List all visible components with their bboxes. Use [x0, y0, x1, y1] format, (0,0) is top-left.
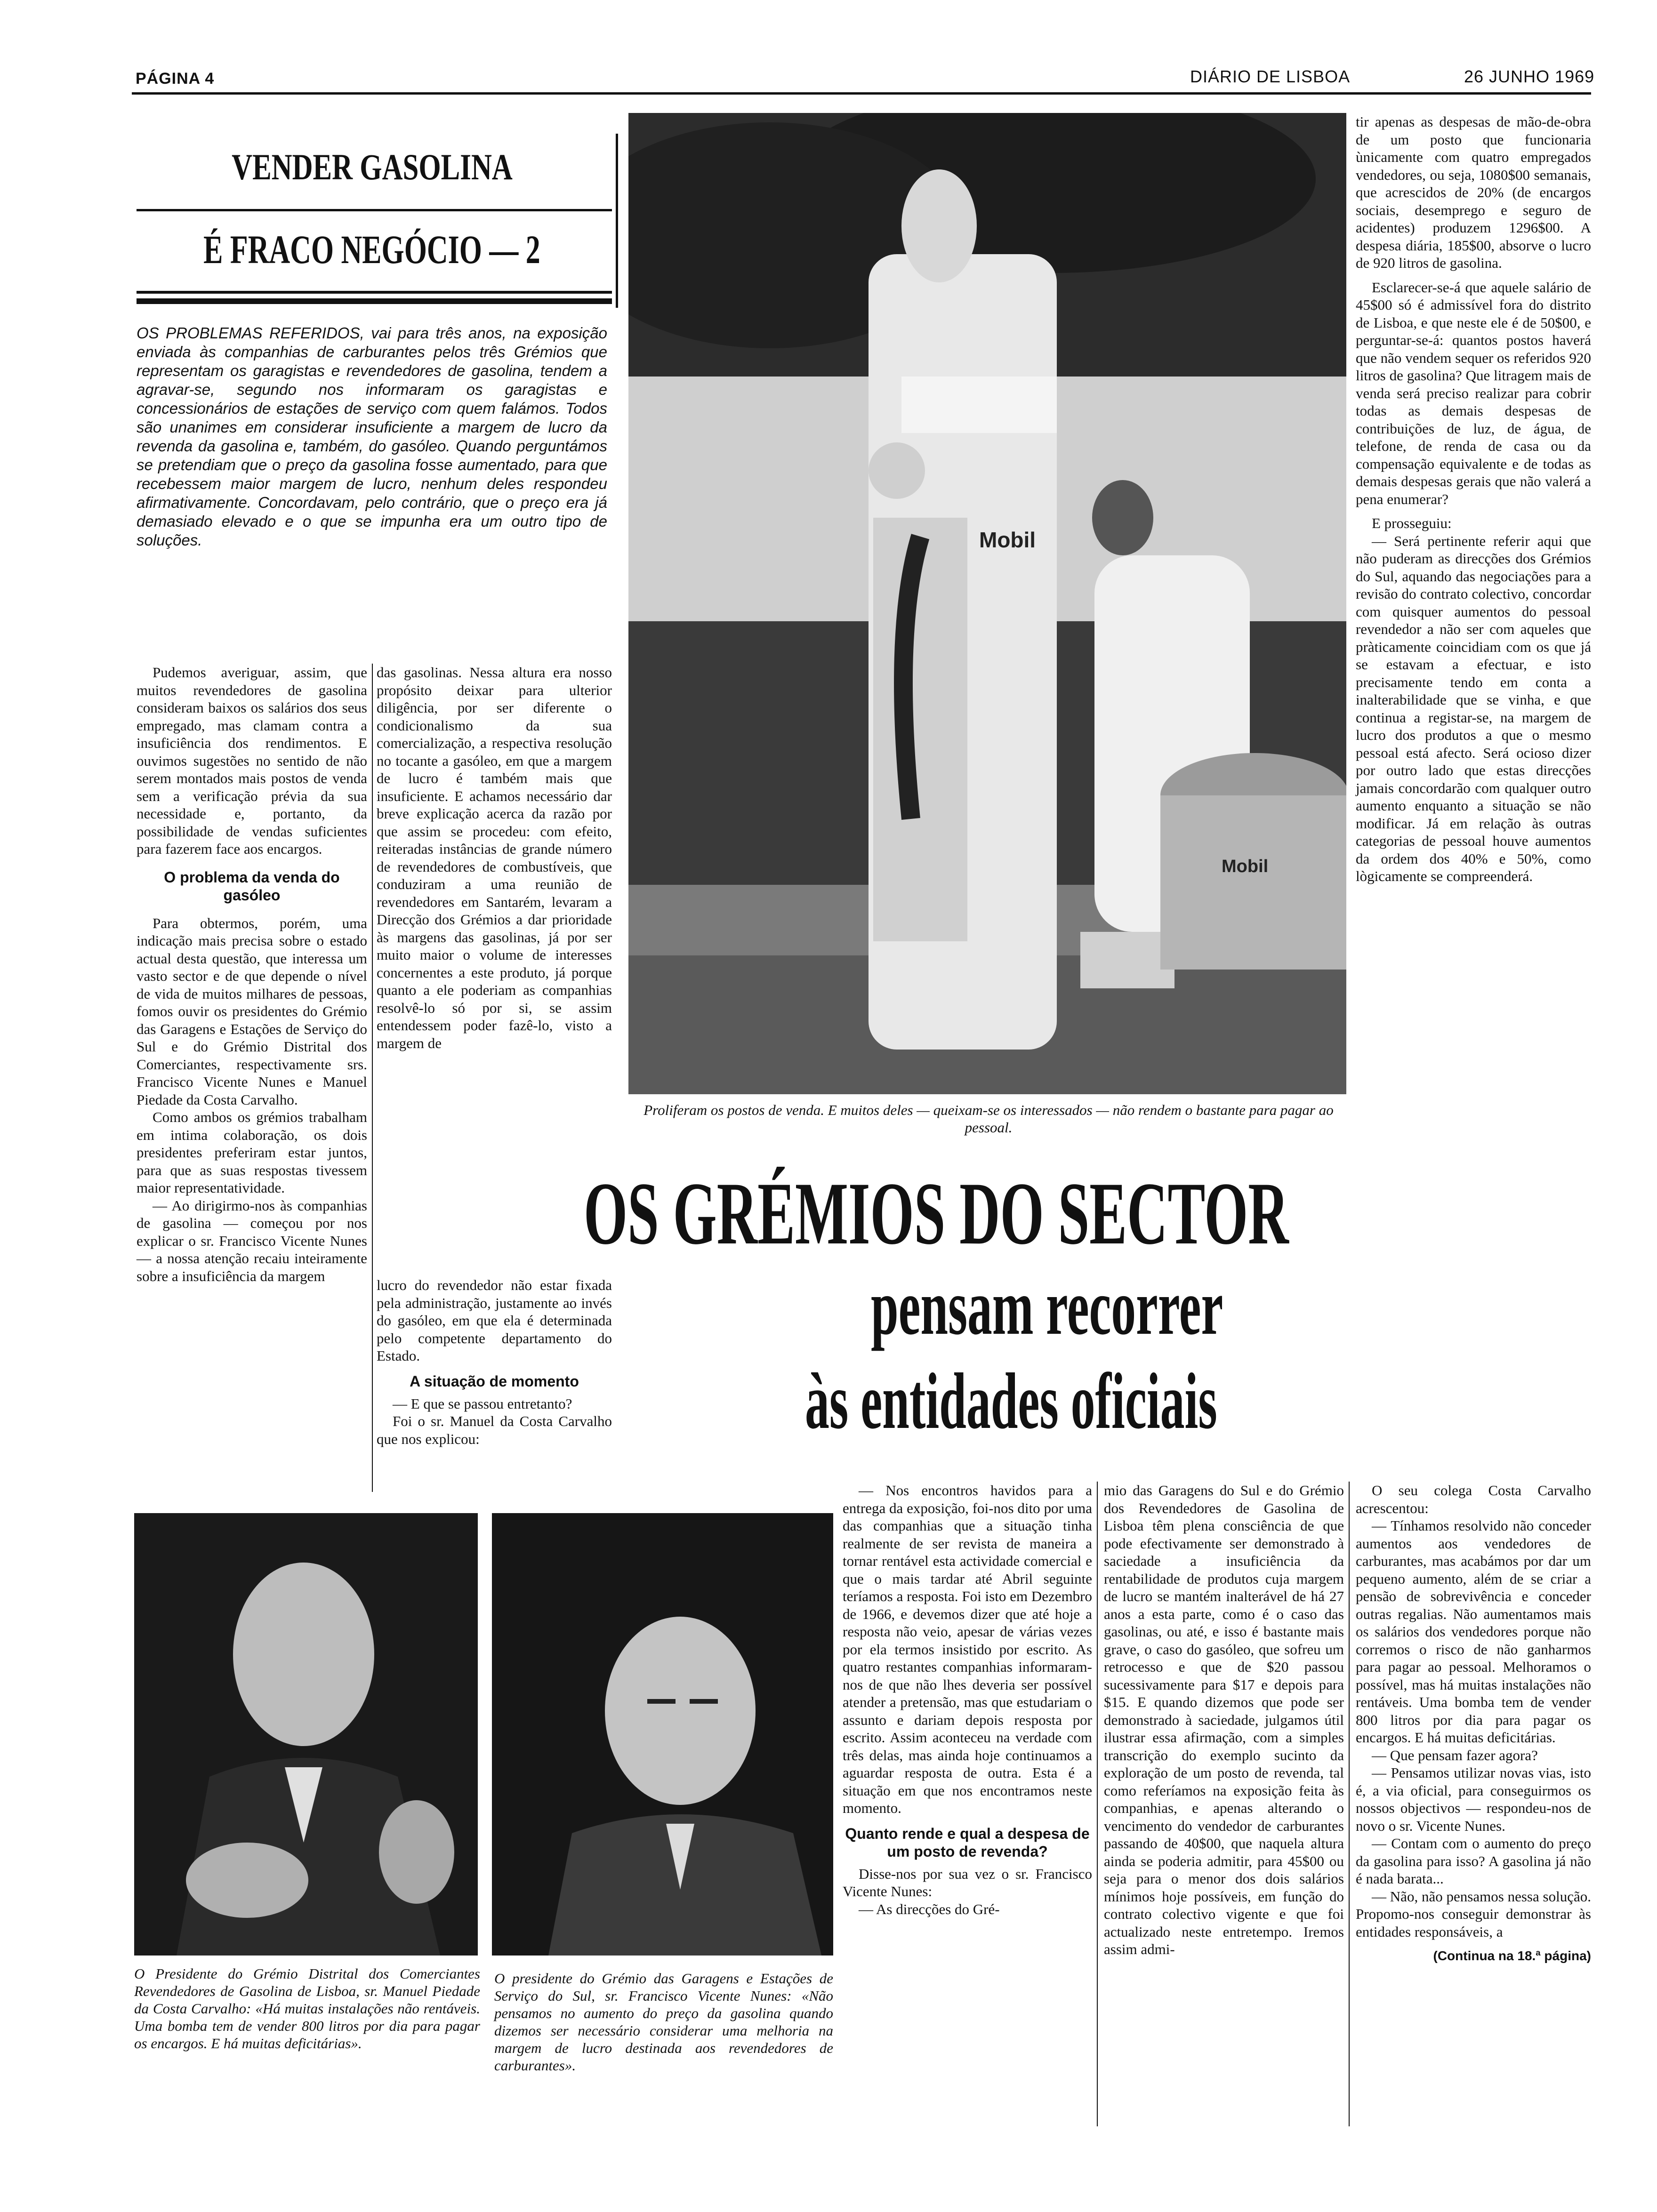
bottom-paragraph: — As direcções do Gré-: [859, 1900, 1000, 1917]
pump-sign-text: Mobil: [979, 528, 1036, 552]
column-rule: [1097, 1482, 1098, 2126]
page-number: PÁGINA 4: [136, 70, 215, 88]
bottom-paragraph: O seu colega Costa Carvalho acrescentou:: [1356, 1482, 1591, 1516]
col2-paragraph: — E que se passou entretanto?: [393, 1395, 572, 1412]
right-column: [1356, 113, 1591, 885]
box-title-line2: É FRACO NEGÓCIO — 2: [203, 227, 540, 272]
col1-paragraph: Pudemos averiguar, assim, que muitos revendedores de gasolina consideram baixos os salários dos seus empregado, mas clamam contra a insuficiência dos rendimentos. E ouvimos sugestões no sentido de não serem montados mais postos de venda sem a verificação prévia da sua necessidade e, portanto, da possibilidade de vendas suficientes para fazerem face aos encargos.: [137, 664, 367, 857]
column-2-bottom: [377, 1276, 612, 1448]
portrait-costa-carvalho: [134, 1513, 478, 1956]
right-paragraph: Esclarecer-se-á que aquele salário de 45$00 só é admissível fora do distrito de Lisboa, e que neste ele é de 50$00, e perguntar-se-á: quantos postos haverá que não vendem sequer os referidos 920 litros de gasolina? Que litragem mais de venda será preciso realizar para cobrir todas as demais despesas de contribuições de luz, de água, de telefone, de renda de casa ou da compensação equivalente e de todas as demais despesas gerais que não valerá a pena enumerar?: [1356, 279, 1591, 507]
bottom-column-3: [1356, 1482, 1591, 1965]
newspaper-name: DIÁRIO DE LISBOA: [1190, 67, 1351, 86]
col1-paragraph: Para obtermos, porém, uma indicação mais precisa sobre o estado actual desta questão, que interessa um vasto sector e de que depende o nível de vida de muitos milhares de pessoas, fomos ouvir os presidentes do Grémio das Garagens e Estações de Serviço do Sul e do Grémio Distrital dos Comerciantes, respectivamente srs. Francisco Vicente Nunes e Manuel Piedade da Costa Carvalho.: [137, 914, 367, 1108]
portrait-illustration: [492, 1513, 833, 1956]
continuation-note: (Continua na 18.ª página): [1433, 1948, 1591, 1963]
right-paragraph: — Será pertinente referir aqui que não puderam as direcções dos Grémios do Sul, aquando das negociações para a revisão do contrato colectivo, concordar com quisquer aumentos do pessoal revendedor a não ser com aqueles que pràticamente coincidiam com os que já se estavam a efectuar, e isto precisamente tendo em conta a inalterabilidade que se vinha, e que continua a registar-se, na margem de lucro dos produtos a que o mesmo pessoal está afecto. Será ocioso dizer por outro lado que estas direcções jamais concordarão com qualquer outro aumento enquanto a situação se não modificar. Já em relação às outras categorias de pessoal houve aumentos da ordem dos 40% e 50%, como lògicamente se compreenderá.: [1356, 532, 1591, 884]
column-rule: [1349, 1482, 1350, 2126]
col1-subhead: O problema da venda do gasóleo: [164, 868, 340, 904]
gas-pump-photo: [628, 113, 1346, 1094]
bottom-paragraph: Disse-nos por sua vez o sr. Francisco Vicente Nunes:: [843, 1865, 1092, 1899]
bottom-paragraph: — Contam com o aumento do preço da gasolina para isso? A gasolina já não é nada barata...: [1356, 1835, 1591, 1887]
box-mid-rule: [137, 209, 612, 211]
portrait-vicente-nunes: [492, 1513, 833, 1956]
box-title-line2-wrap: [137, 226, 607, 273]
box-right-rule: [616, 134, 618, 308]
headline-line1: OS GRÉMIOS DO SECTOR: [584, 1164, 1289, 1263]
box-title-line1: VENDER GASOLINA: [231, 146, 513, 187]
headline-line2: pensam recorrer: [871, 1263, 1223, 1351]
bottom-paragraph: — Que pensam fazer agora?: [1372, 1747, 1538, 1763]
bottom-paragraph: — Nos encontros havidos para a entrega da exposição, foi-nos dito por uma das companhias que a situação tinha realmente de ser revista de maneira a tornar rentável esta actividade comercial e que o mais tardar até Abril seguinte teríamos a resposta. Foi isto em Dezembro de 1966, e devemos dizer que até hoje a resposta não veio, apesar de várias vezes por ela termos insistido por escrito. As quatro restantes companhias informaram-nos de que não lhes deveria ser possível atender a pretensão, mas que estudariam o assunto e dariam depois resposta por escrito. Assim aconteceu na verdade com três delas, mas ainda hoje continuamos a aguardar resposta de outra. Esta é a situação em que nos encontramos neste momento.: [843, 1482, 1092, 1816]
col1-paragraph: — Ao dirigirmo-nos às companhias de gasolina — começou por nos explicar o sr. Francisco Vicente Nunes — a nossa atenção recaiu inteiramente sobre a insuficiência da margem: [137, 1197, 367, 1284]
intro-paragraph: OS PROBLEMAS REFERIDOS, vai para três anos, na exposição enviada às companhias de carburantes pelos três Grémios que representam os garagistas e revendedores de gasolina, tendem a agravar-se, segundo nos informaram os garagistas e concessionários de estações de serviço com quem falámos. Todos são unanimes em considerar insuficiente a margem de lucro da revenda da gasolina e, também, do gasóleo. Quando perguntámos se pretendiam que o preço da gasolina fosse aumentado, para que recebessem maior margem de lucro, nenhum deles respondeu afirmativamente. Concordavam, pelo contrário, que o preço era já demasiado elevado e o que se impunha era um outro tipo de soluções.: [137, 324, 607, 549]
headline-line3-wrap: [805, 1355, 1417, 1445]
bottom-column-1: [843, 1482, 1092, 1918]
bottom-paragraph: — Não, não pensamos nessa solução. Propomo-nos conseguir demonstrar às entidades responsáveis, a: [1356, 1888, 1591, 1940]
box-bottom-rule1: [137, 291, 612, 294]
headline-line2-wrap: [871, 1261, 1342, 1351]
bottom-paragraph: — Pensamos utilizar novas vias, isto é, a via oficial, para conseguirmos os nossos objectivos — respondeu-nos de novo o sr. Vicente Nunes.: [1356, 1764, 1591, 1834]
portrait-illustration: [134, 1513, 478, 1956]
col1-paragraph: Como ambos os grémios trabalham em intima colaboração, os dois presidentes preferiram estar juntos, para que as suas respostas tivessem maior representatividade.: [137, 1109, 367, 1196]
column-1: [137, 664, 367, 1285]
bottom-column-2: [1104, 1482, 1344, 1958]
col2-paragraph: das gasolinas. Nessa altura era nosso propósito deixar para ulterior diligência, por ser diferente o condicionalismo da sua comercialização, a respectiva resolução no tocante a gasóleo, em que a margem de lucro é também mais que insuficiente. E achamos necessário dar breve explicação acerca da razão por que assim se procedeu: com efeito, reiteradas instâncias de grande número de revendedores de combustíveis, que conduziram a uma reunião de revendedores em Santarém, levaram a Direcção dos Grémios a dar prioridade às margens das gasolinas, já por ser muito maior o volume de interesses concernentes a este produto, já porque quanto a ele poderiam as companhias resolvê-lo só por si, se assim entendessem poder fazê-lo, visto a margem de: [377, 664, 612, 1051]
headline-line1-wrap: [584, 1162, 1422, 1263]
left-portrait-caption: O Presidente do Grémio Distrital dos Comerciantes Revendedores de Gasolina de Lisboa, sr. Manuel Piedade da Costa Carvalho: «Há muitas instalações não rentáveis. Uma bomba tem de vender 800 litros por dia para pagar os encargos. E há muitas deficitárias».: [134, 1965, 480, 2052]
bottom-paragraph: — Tínhamos resolvido não conceder aumentos aos vendedores de carburantes, mas acabámos por dar um pequeno aumento, além de se criar a pensão de sobrevivência e conceder outras regalias. Não aumentamos mais os salários dos vendedores porque não corremos o risco de não ganharmos para pagar ao pessoal. Melhoramos o possível, mas há muitas instalações não rentáveis. Uma bomba tem de vender 800 litros por dia para pagar os encargos. E há muitas deficitárias.: [1356, 1517, 1591, 1746]
box-bottom-rule2: [137, 298, 612, 304]
col2-subhead: A situação de momento: [410, 1372, 579, 1390]
right-paragraph: tir apenas as despesas de mão-de-obra de um posto que funcionaria ùnicamente com quatro empregados vendedores, ou seja, 1080$00 semanais, que acrescidos de 20% (de encargos sociais, desemprego e seguro de acidentes) produzem 1296$00. A despesa diária, 185$00, absorve o lucro de 920 litros de gasolina.: [1356, 113, 1591, 271]
right-portrait-caption: O presidente do Grémio das Garagens e Estações de Serviço do Sul, sr. Francisco Vicente Nunes: «Não pensamos no aumento do preço da gasolina quando dizemos ser necessário considerar uma melhoria na margem de lucro destinada aos revendedores de carburantes».: [494, 1970, 833, 2074]
column-rule: [372, 664, 373, 1492]
main-photo-caption: Proliferam os postos de venda. E muitos deles — queixam-se os interessados — não rendem o bastante para pagar ao pessoal.: [643, 1102, 1334, 1136]
issue-date: 26 JUNHO 1969: [1464, 67, 1595, 86]
bottom-paragraph: mio das Garagens do Sul e do Grémio dos Revendedores de Gasolina de Lisboa têm plena consciência de que pode efectivamente ser demonstrado à saciedade a insuficiência da rentabilidade de produtos cuja margem de lucro se mantém inalterável de há 27 anos a esta parte, como é o caso das gasolinas, ou até, e isso é bastante mais grave, o caso do gasóleo, que sofreu um retrocesso e que de $20 passou sucessivamente para $17 e depois para $15. E quando dizemos que pode ser demonstrado à saciedade, julgamos útil ilustrar essa afirmação, com a simples transcrição do exemplo sucinto da exploração de um posto de revenda, tal como referíamos na exposição feita às companhias, e apenas alterando o vencimento do vendedor de carburantes passando de 40$00, que naquela altura ainda se poderia admitir, para 45$00 ou seja para o menor dos dois salários mínimos hoje possíveis, em função do contrato colectivo vigente e que foi actualizado neste entretempo. Iremos assim admi-: [1104, 1482, 1344, 1957]
headline-line3: às entidades oficiais: [805, 1357, 1217, 1445]
drum-sign-text: Mobil: [1222, 857, 1269, 876]
gas-pump-illustration: [628, 113, 1346, 1094]
header-rule: [132, 92, 1591, 95]
column-2-top: [377, 664, 612, 1052]
box-title-line1-wrap: [137, 146, 607, 188]
col2-paragraph: Foi o sr. Manuel da Costa Carvalho que nos explicou:: [377, 1413, 612, 1447]
bottom-subhead: Quanto rende e qual a despesa de um posto de revenda?: [845, 1825, 1090, 1860]
col2-paragraph: lucro do revendedor não estar fixada pela administração, justamente ao invés do gasóleo, em que ela é determinada pelo competente departamento do Estado.: [377, 1277, 612, 1364]
right-paragraph: E prosseguiu:: [1372, 515, 1452, 531]
